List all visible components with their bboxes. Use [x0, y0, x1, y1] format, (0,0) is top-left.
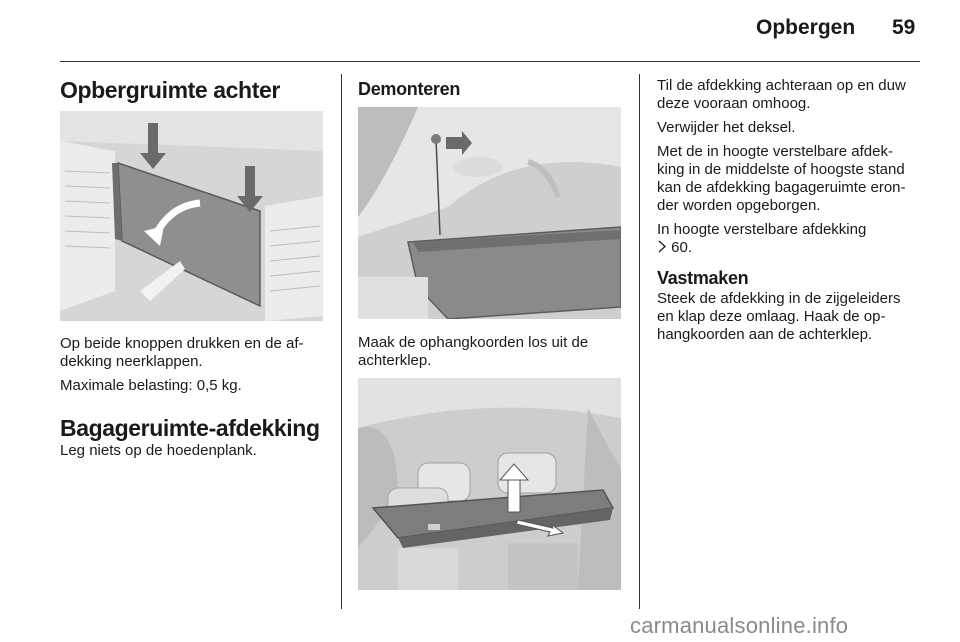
col3-paragraph-3-line-2: king in de middelste of hoogste stand	[657, 161, 905, 178]
column-divider-2	[639, 74, 640, 609]
triangle-reference-icon	[657, 240, 667, 258]
section-title-rear-storage: Opbergruimte achter	[60, 77, 280, 103]
col2-paragraph-1-line-2: achterklep.	[358, 352, 432, 369]
header-divider	[60, 61, 920, 62]
col1-paragraph-1-line-1: Op beide knoppen drukken en de af-	[60, 335, 304, 352]
section-title-cargo-cover: Bagageruimte-afdekking	[60, 415, 320, 441]
col3-paragraph-1-line-1: Til de afdekking achteraan op en duw	[657, 77, 906, 94]
lift-cover-illustration	[358, 378, 621, 590]
page-number: 59	[892, 16, 916, 39]
col1-paragraph-2: Maximale belasting: 0,5 kg.	[60, 377, 242, 394]
page-reference: 60.	[671, 239, 693, 256]
col3-paragraph-1-line-2: deze vooraan omhoog.	[657, 95, 811, 112]
col3-paragraph-3-line-1: Met de in hoogte verstelbare afdek-	[657, 143, 893, 160]
remove-cords-drawing	[358, 107, 621, 319]
col3-paragraph-3-line-4: der worden opgeborgen.	[657, 197, 821, 214]
col3-paragraph-5-line-2: en klap deze omlaag. Haak de op-	[657, 308, 886, 325]
col3-paragraph-2: Verwijder het deksel.	[657, 119, 796, 136]
lift-cover-drawing	[358, 378, 621, 590]
header-section-title: Opbergen	[756, 16, 856, 39]
col1-paragraph-1-line-2: dekking neerklappen.	[60, 353, 203, 370]
subsection-title-remove: Demonteren	[358, 79, 461, 99]
col3-paragraph-4-line-1: In hoogte verstelbare afdekking	[657, 221, 867, 238]
col3-paragraph-5-line-1: Steek de afdekking in de zijgeleiders	[657, 290, 901, 307]
col1-paragraph-3: Leg niets op de hoedenplank.	[60, 442, 257, 459]
col3-paragraph-3-line-3: kan de afdekking bagageruimte eron-	[657, 179, 906, 196]
rear-storage-illustration	[60, 111, 323, 321]
col3-paragraph-5-line-3: hangkoorden aan de achterklep.	[657, 326, 873, 343]
col2-paragraph-1-line-1: Maak de ophangkoorden los uit de	[358, 334, 589, 351]
subsection-title-attach: Vastmaken	[657, 268, 749, 288]
remove-cords-illustration	[358, 107, 621, 319]
column-divider-1	[341, 74, 342, 609]
rear-storage-drawing	[60, 111, 323, 321]
watermark: carmanualsonline.info	[630, 613, 849, 638]
col3-paragraph-4-line-2	[657, 239, 692, 258]
